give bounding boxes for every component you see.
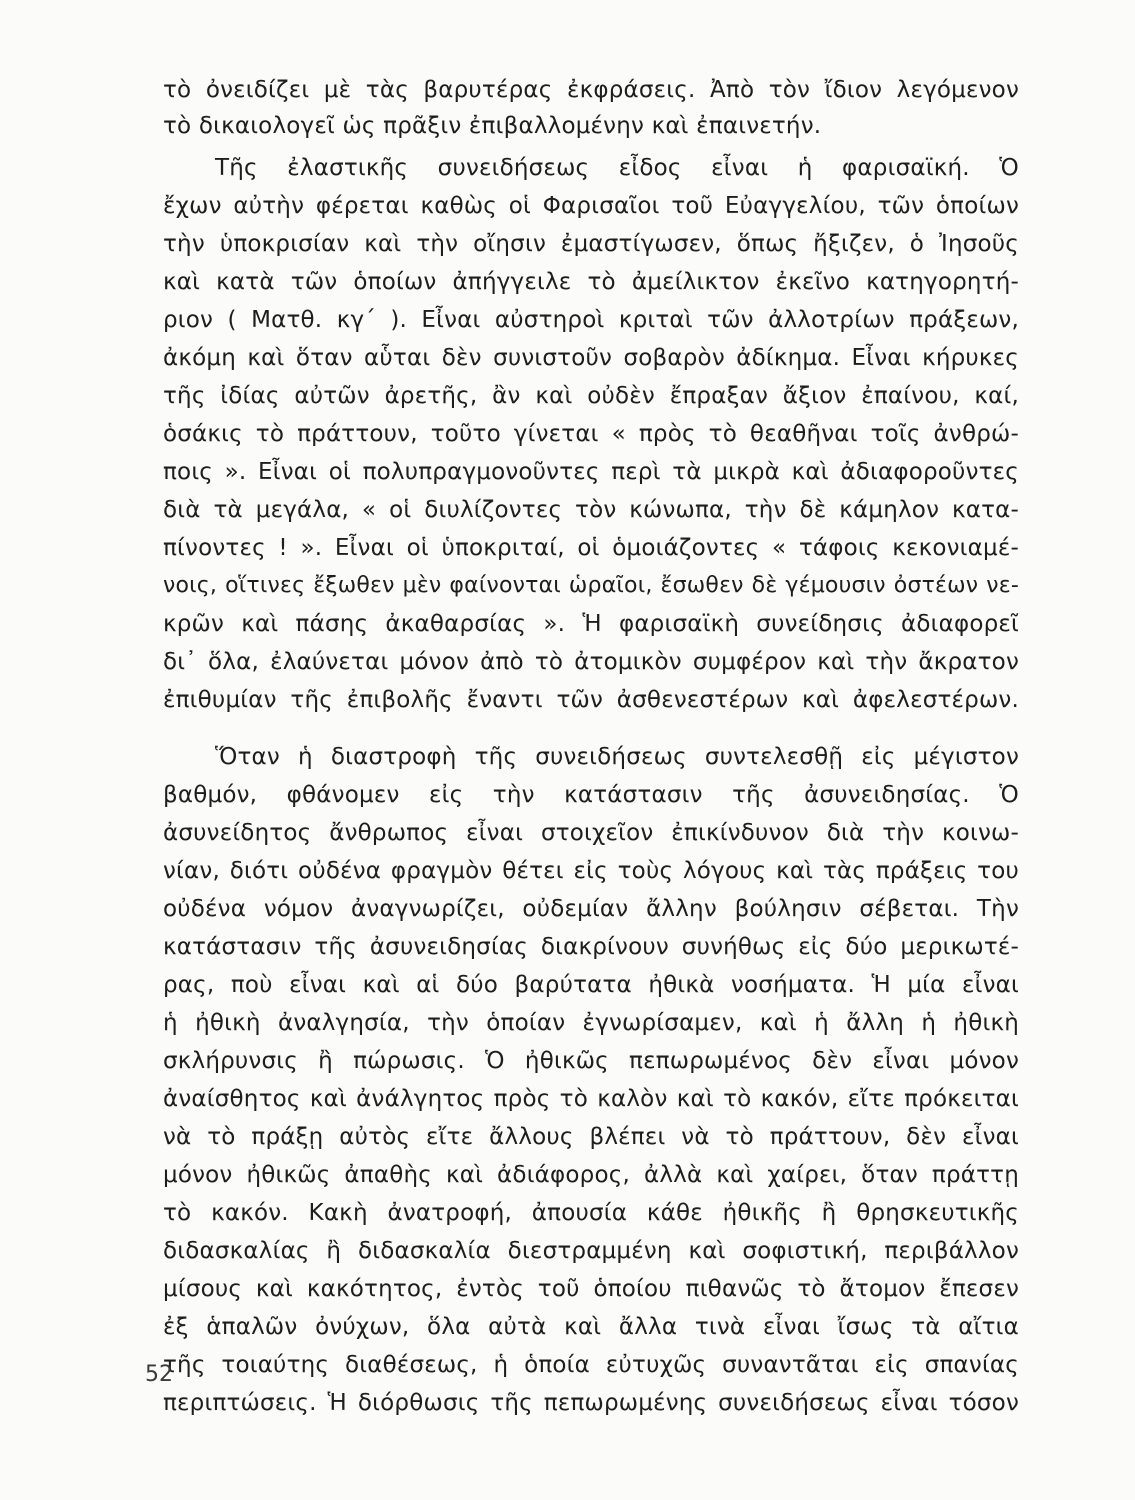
text-line: ἡ ἠθικὴ ἀναλγησία, τὴν ὁποίαν ἐγνωρίσαμεν, καὶ ἡ ἄλλη ἡ ἠθικὴ (163, 1010, 1019, 1036)
text-line: διὰ τὰ μεγάλα, « οἱ διυλίζοντες τὸν κώνωπα, τὴν δὲ κάμηλον κατα- (163, 497, 1019, 523)
text-line: βαθμόν, φθάνομεν εἰς τὴν κατάστασιν τῆς ἀσυνειδησίας. Ὁ (163, 782, 1019, 808)
text-line: οὐδένα νόμον ἀναγνωρίζει, οὐδεμίαν ἄλλην βούλησιν σέβεται. Τὴν (163, 896, 1019, 922)
text-line: ἀναίσθητος καὶ ἀνάλγητος πρὸς τὸ καλὸν καὶ τὸ κακόν, εἴτε πρόκειται (163, 1086, 1019, 1112)
text-line: ὁσάκις τὸ πράττουν, τοῦτο γίνεται « πρὸς τὸ θεαθῆναι τοῖς ἀνθρώ- (163, 421, 1019, 447)
text-line: τῆς ἰδίας αὐτῶν ἀρετῆς, ἂν καὶ οὐδὲν ἔπραξαν ἄξιον ἐπαίνου, καί, (163, 383, 1019, 409)
text-line: μόνον ἠθικῶς ἀπαθὴς καὶ ἀδιάφορος, ἀλλὰ καὶ χαίρει, ὅταν πράττῃ (163, 1162, 1019, 1188)
text-line: περιπτώσεις. Ἡ διόρθωσις τῆς πεπωρωμένης συνειδήσεως εἶναι τόσον (163, 1390, 1019, 1416)
text-line: τῆς τοιαύτης διαθέσεως, ἡ ὁποία εὐτυχῶς συναντᾶται εἰς σπανίας (163, 1352, 1019, 1378)
text-line: μίσους καὶ κακότητος, ἐντὸς τοῦ ὁποίου πιθανῶς τὸ ἄτομον ἔπεσεν (163, 1276, 1019, 1302)
text-line: κατάστασιν τῆς ἀσυνειδησίας διακρίνουν συνήθως εἰς δύο μερικωτέ- (163, 934, 1019, 960)
text-line: σκλήρυνσις ἢ πώρωσις. Ὁ ἠθικῶς πεπωρωμένος δὲν εἶναι μόνον (163, 1048, 1019, 1074)
text-line: νίαν, διότι οὐδένα φραγμὸν θέτει εἰς τοὺς λόγους καὶ τὰς πράξεις του (163, 858, 1019, 884)
text-line: Τῆς ἐλαστικῆς συνειδήσεως εἶδος εἶναι ἡ φαρισαϊκή. Ὁ (215, 155, 1019, 181)
text-line: ρας, ποὺ εἶναι καὶ αἱ δύο βαρύτατα ἠθικὰ νοσήματα. Ἡ μία εἶναι (163, 972, 1019, 998)
text-line: Ὅταν ἡ διαστροφὴ τῆς συνειδήσεως συντελεσθῇ εἰς μέγιστον (215, 744, 1019, 770)
text-line: ριον ( Ματθ. κγ΄ ). Εἶναι αὐστηροὶ κριταὶ τῶν ἀλλοτρίων πράξεων, (163, 307, 1019, 333)
text-line: ποις ». Εἶναι οἱ πολυπραγμονοῦντες περὶ τὰ μικρὰ καὶ ἀδιαφοροῦντες (163, 459, 1019, 485)
text-line: τὸ ὀνειδίζει μὲ τὰς βαρυτέρας ἐκφράσεις. Ἀπὸ τὸν ἴδιον λεγόμενον (163, 77, 1019, 103)
text-line: καὶ κατὰ τῶν ὁποίων ἀπήγγειλε τὸ ἀμείλικτον ἐκεῖνο κατηγορητή- (163, 269, 1019, 295)
text-line: ἐξ ἁπαλῶν ὀνύχων, ὅλα αὐτὰ καὶ ἄλλα τινὰ εἶναι ἴσως τὰ αἴτια (163, 1314, 1019, 1340)
text-line: ἀσυνείδητος ἄνθρωπος εἶναι στοιχεῖον ἐπικίνδυνον διὰ τὴν κοινω- (163, 820, 1019, 846)
text-line: ἀκόμη καὶ ὅταν αὗται δὲν συνιστοῦν σοβαρὸν ἀδίκημα. Εἶναι κήρυκες (163, 345, 1019, 371)
text-line: τὴν ὑποκρισίαν καὶ τὴν οἴησιν ἐμαστίγωσεν, ὅπως ἤξιζεν, ὁ Ἰησοῦς (163, 231, 1019, 257)
page-number: 52 (145, 1362, 173, 1387)
text-line: δι᾿ ὅλα, ἐλαύνεται μόνον ἀπὸ τὸ ἀτομικὸν συμφέρον καὶ τὴν ἄκρατον (163, 649, 1019, 675)
text-line: τὸ δικαιολογεῖ ὡς πρᾶξιν ἐπιβαλλομένην καὶ ἐπαινετήν. (163, 113, 822, 139)
text-line: νὰ τὸ πράξῃ αὐτὸς εἴτε ἄλλους βλέπει νὰ τὸ πράττουν, δὲν εἶναι (163, 1124, 1019, 1150)
text-line: ἔχων αὐτὴν φέρεται καθὼς οἱ Φαρισαῖοι τοῦ Εὐαγγελίου, τῶν ὁποίων (163, 193, 1019, 219)
text-line: κρῶν καὶ πάσης ἀκαθαρσίας ». Ἡ φαρισαϊκὴ συνείδησις ἀδιαφορεῖ (163, 611, 1019, 637)
text-line: διδασκαλίας ἢ διδασκαλία διεστραμμένη καὶ σοφιστική, περιβάλλον (163, 1238, 1019, 1264)
text-line: τὸ κακόν. Κακὴ ἀνατροφή, ἀπουσία κάθε ἠθικῆς ἢ θρησκευτικῆς (163, 1200, 1019, 1226)
text-line: ἐπιθυμίαν τῆς ἐπιβολῆς ἔναντι τῶν ἀσθενεστέρων καὶ ἀφελεστέρων. (163, 687, 1019, 713)
text-line: πίνοντες ! ». Εἶναι οἱ ὑποκριταί, οἱ ὁμοιάζοντες « τάφοις κεκονιαμέ- (163, 535, 1019, 561)
text-line: νοις, οἵτινες ἔξωθεν μὲν φαίνονται ὡραῖοι, ἔσωθεν δὲ γέμουσιν ὀστέων νε- (163, 573, 1019, 598)
